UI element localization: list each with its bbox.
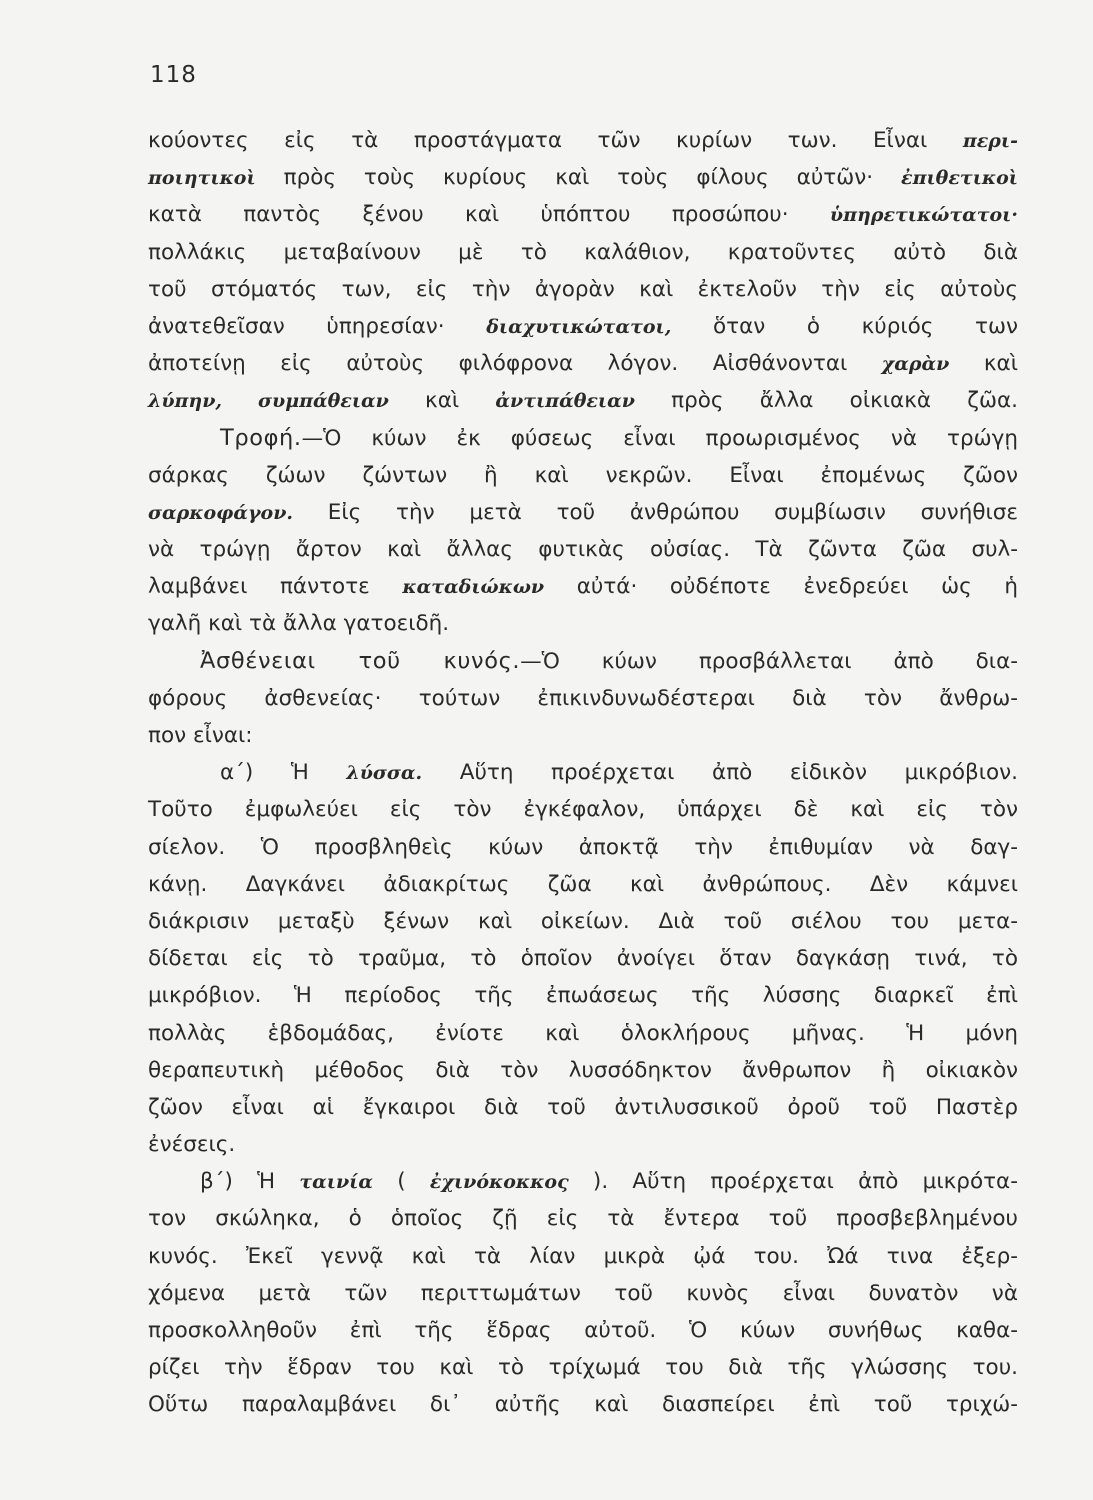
text-run: πον εἶναι: [148, 723, 253, 748]
text-line [148, 196, 1018, 233]
text-run: πολλὰς ἑβδομάδας, ἐνίοτε καὶ ὁλοκλήρους μῆνας. Ἡ μόνη [148, 1020, 1018, 1046]
text-run: τοῦ στόματός των, εἰς τὴν ἀγορὰν καὶ ἐκτελοῦν τὴν εἰς αὐτοὺς [148, 276, 1018, 302]
section-heading: Τροφή. [220, 424, 302, 451]
text-line [148, 420, 1018, 457]
text-run: ἀνατεθεῖσαν ὑπηρεσίαν· [148, 313, 487, 339]
text-run: ὅταν ὁ κύριός των [671, 313, 1018, 339]
emphasized-term: σαρκοφάγον. [148, 501, 294, 524]
text-run: κάνῃ. Δαγκάνει ἀδιακρίτως ζῶα καὶ ἀνθρώπους. Δὲν κάμνει [148, 871, 1018, 897]
text-line [148, 1052, 1018, 1089]
text-run: μικρόβιον. Ἡ περίοδος τῆς ἐπωάσεως τῆς λύσσης διαρκεῖ ἐπὶ [148, 983, 1018, 1009]
text-line [148, 1163, 1018, 1200]
text-line [148, 866, 1018, 903]
text-line [148, 754, 1018, 791]
text-line [148, 382, 1018, 419]
text-run: αὐτά· οὐδέποτε ἐνεδρεύει ὡς ἡ [544, 574, 1018, 600]
text-run: σάρκας ζώων ζώντων ἢ καὶ νεκρῶν. Εἶναι ἐπομένως ζῶον [148, 462, 1018, 488]
text-line [148, 1089, 1018, 1126]
text-line [148, 122, 1018, 159]
text-line [148, 308, 1018, 345]
text-run: διάκρισιν μεταξὺ ξένων καὶ οἰκείων. Διὰ τοῦ σιέλου του μετα- [148, 908, 1018, 934]
text-run: σίελον. Ὁ προσβληθεὶς κύων ἀποκτᾷ τὴν ἐπιθυμίαν νὰ δαγ- [148, 834, 1018, 860]
text-line [148, 1312, 1018, 1349]
text-run: θεραπευτικὴ μέθοδος διὰ τὸν λυσσόδηκτον ἄνθρωπον ἢ οἰκιακὸν [148, 1057, 1018, 1083]
text-run: —Ὁ κύων προσβάλλεται ἀπὸ δια- [520, 648, 1018, 674]
text-line [148, 791, 1018, 828]
emphasized-term: καταδιώκων [402, 576, 545, 599]
text-run: πρὸς ἄλλα οἰκιακὰ ζῶα. [634, 388, 1018, 414]
emphasized-term: περι- [962, 130, 1018, 152]
emphasized-term: χαρὰν [881, 353, 950, 376]
text-line [148, 977, 1018, 1014]
emphasized-term: ἀντιπάθειαν [495, 390, 635, 413]
text-line [148, 1275, 1018, 1312]
text-run: πολλάκις μεταβαίνουν μὲ τὸ καλάθιον, κρατοῦντες αὐτὸ διὰ [148, 239, 1018, 265]
text-run: κατὰ παντὸς ξένου καὶ ὑπόπτου προσώπου· [148, 202, 830, 228]
emphasized-term: ὑπηρετικώτατοι· [829, 204, 1018, 227]
text-line [148, 531, 1018, 568]
text-line [148, 605, 1018, 642]
text-line [148, 457, 1018, 494]
text-run: χόμενα μετὰ τῶν περιττωμάτων τοῦ κυνὸς εἶναι δυνατὸν νὰ [148, 1280, 1018, 1306]
text-line [148, 1126, 1018, 1163]
text-run: α΄) Ἡ [220, 760, 347, 786]
text-line [148, 234, 1018, 271]
text-run: ζῶον εἶναι αἱ ἔγκαιροι διὰ τοῦ ἀντιλυσσικοῦ ὀροῦ τοῦ Παστὲρ [148, 1094, 1018, 1120]
section-heading: Ἀσθένειαι τοῦ κυνός. [200, 647, 521, 674]
text-run: —Ὁ κύων ἐκ φύσεως εἶναι προωρισμένος νὰ τρώγῃ [301, 425, 1018, 451]
text-line [148, 829, 1018, 866]
text-run: φόρους ἀσθενείας· τούτων ἐπικινδυνωδέστεραι διὰ τὸν ἄνθρω- [148, 685, 1018, 711]
text-line [148, 568, 1018, 605]
emphasized-term: λύσσα. [346, 762, 423, 785]
text-run: κυνός. Ἐκεῖ γεννᾷ καὶ τὰ λίαν μικρὰ ᾠά του. Ὠά τινα ἐξερ- [148, 1243, 1018, 1269]
text-run: πρὸς τοὺς κυρίους καὶ τοὺς φίλους αὐτῶν· [255, 165, 902, 191]
text-run: β΄) Ἡ [200, 1169, 300, 1195]
emphasized-term: ἐχινόκοκκος [429, 1171, 569, 1194]
emphasized-term: ποιητικοὶ [148, 167, 256, 190]
text-run: ρίζει τὴν ἕδραν του καὶ τὸ τρίχωμά του διὰ τῆς γλώσσης του. [148, 1355, 1018, 1381]
text-run: Οὕτω παραλαμβάνει δι᾽ αὐτῆς καὶ διασπείρει ἐπὶ τοῦ τριχώ- [148, 1392, 1018, 1418]
emphasized-term: ἐπιθετικοὶ [901, 167, 1018, 190]
text-run: καὶ [949, 351, 1019, 377]
emphasized-term: λύπην, συμπάθειαν [148, 390, 389, 413]
text-line [148, 1349, 1018, 1386]
text-line [148, 271, 1018, 308]
text-line [148, 717, 1018, 754]
text-run: Εἰς τὴν μετὰ τοῦ ἀνθρώπου συμβίωσιν συνήθισε [293, 499, 1018, 525]
text-run: Τοῦτο ἐμφωλεύει εἰς τὸν ἐγκέφαλον, ὑπάρχει δὲ καὶ εἰς τὸν [148, 797, 1018, 823]
text-run: κούοντες εἰς τὰ προστάγματα τῶν κυρίων των. Εἶναι [148, 128, 963, 153]
text-run: καὶ [388, 388, 496, 414]
text-run: λαμβάνει πάντοτε [148, 574, 403, 600]
body-text [148, 122, 1018, 1424]
text-line [148, 680, 1018, 717]
text-run: ). Αὕτη προέρχεται ἀπὸ μικρότα- [568, 1169, 1018, 1195]
text-line [148, 643, 1018, 680]
text-run: Αὕτη προέρχεται ἀπὸ εἰδικὸν μικρόβιον. [422, 760, 1018, 786]
text-line [148, 345, 1018, 382]
text-run: δίδεται εἰς τὸ τραῦμα, τὸ ὁποῖον ἀνοίγει ὅταν δαγκάσῃ τινά, τὸ [148, 946, 1018, 972]
text-run: νὰ τρώγῃ ἄρτον καὶ ἄλλας φυτικὰς οὐσίας. Τὰ ζῶντα ζῶα συλ- [148, 537, 1018, 563]
text-line [148, 1238, 1018, 1275]
text-run: προσκολληθοῦν ἐπὶ τῆς ἕδρας αὐτοῦ. Ὁ κύων συνήθως καθα- [148, 1318, 1018, 1343]
text-line [148, 159, 1018, 196]
text-run: ἀποτείνῃ εἰς αὐτοὺς φιλόφρονα λόγον. Αἰσθάνονται [148, 351, 882, 377]
emphasized-term: διαχυτικώτατοι, [486, 315, 672, 338]
text-run: τον σκώληκα, ὁ ὁποῖος ζῇ εἰς τὰ ἔντερα τοῦ προσβεβλημένου [148, 1206, 1018, 1232]
emphasized-term: ταινία [299, 1171, 373, 1194]
text-run: ἐνέσεις. [148, 1132, 236, 1158]
text-line [148, 903, 1018, 940]
text-line [148, 1386, 1018, 1423]
text-line [148, 1200, 1018, 1237]
text-run: γαλῆ καὶ τὰ ἄλλα γατοειδῆ. [148, 611, 450, 637]
text-line [148, 1015, 1018, 1052]
text-run: ( [372, 1169, 430, 1195]
text-line [148, 940, 1018, 977]
text-line [148, 494, 1018, 531]
page-number: 118 [150, 62, 197, 88]
